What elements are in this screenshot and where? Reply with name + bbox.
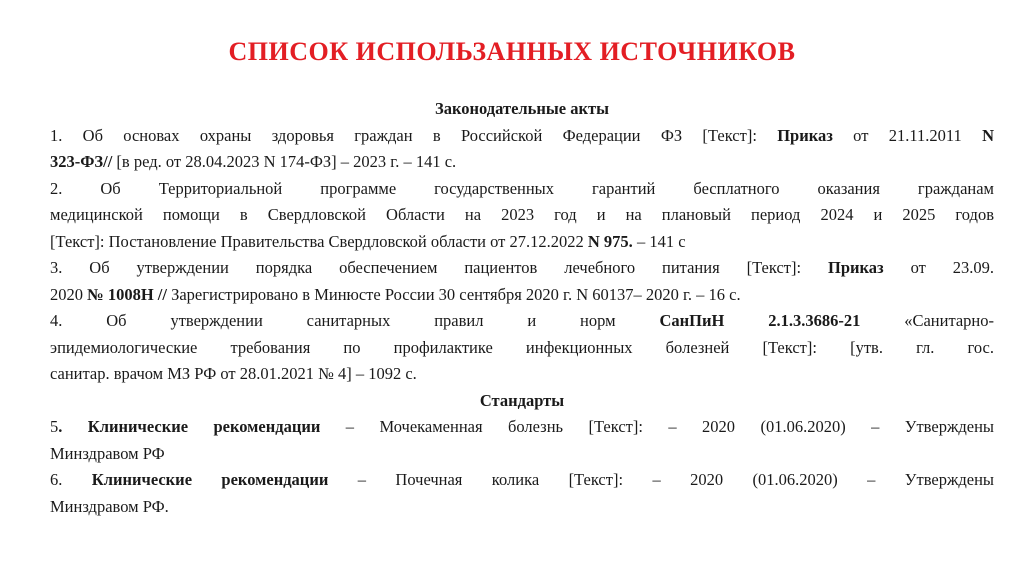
reference-line [50, 123, 994, 150]
text-run: – Почечная колика [Текст]: – 2020 (01.06.2020) – Утверждены [328, 470, 995, 489]
reference-entry [50, 308, 994, 388]
reference-line [50, 255, 994, 282]
bold-text: . Клинические рекомендации [58, 417, 321, 436]
text-run: 6. [50, 470, 92, 489]
text-run: Зарегистрировано в Минюсте России 30 сентября 2020 г. N 60137– 2020 г. – 16 с. [166, 284, 741, 304]
text-run: [Текст]: Постановление Правительства Свердловской области от 27.12.2022 [50, 231, 588, 251]
text-run: от 23.09. [883, 258, 994, 277]
text-run: 2020 [50, 284, 88, 304]
bold-text: N 975. [587, 231, 633, 251]
bold-text: № 1008Н // [87, 284, 167, 304]
text-run: – Мочекаменная болезнь [Текст]: – 2020 (01.06.2020) – Утверждены [320, 417, 994, 436]
text-run: «Санитарно- [860, 311, 995, 330]
text-run: от 21.11.2011 [832, 125, 983, 145]
bold-text: Клинические рекомендации [91, 470, 329, 489]
reference-line [50, 361, 994, 388]
bold-text: Приказ [777, 125, 833, 145]
reference-line [50, 229, 994, 256]
text-run: медицинской помощи в Свердловской Области на 2023 год и на плановый период 2024 и 2025 годов [50, 205, 994, 224]
text-run: 5 [50, 417, 59, 436]
references-body [50, 96, 994, 520]
text-run: – 141 с [632, 231, 686, 251]
bold-text: Приказ [828, 258, 884, 277]
text-run: 3. Об утверждении порядка обеспечением пациентов лечебного питания [Текст]: [50, 258, 828, 277]
reference-entry [50, 176, 994, 256]
text-run: [в ред. от 28.04.2023 N 174-ФЗ] – 2023 г. – 141 с. [112, 152, 457, 171]
text-run: эпидемиологические требования по профилактике инфекционных болезней [Текст]: [утв. гл. гос. [50, 337, 994, 357]
reference-line [50, 335, 994, 362]
reference-line [50, 176, 994, 203]
reference-entry [50, 123, 994, 176]
text-run: 2. Об Территориальной программе государственных гарантий бесплатного оказания гражданам [50, 178, 994, 198]
text-run: санитар. врачом МЗ РФ от 28.01.2021 № 4] – 1092 с. [50, 364, 417, 383]
reference-entry [50, 255, 994, 308]
reference-line [50, 308, 994, 335]
reference-line [50, 414, 994, 441]
reference-entry [50, 467, 994, 520]
reference-line [50, 441, 994, 468]
text-run: 1. Об основах охраны здоровья граждан в Российской Федерации ФЗ [Текст]: [50, 125, 778, 145]
bold-text: N [982, 125, 994, 145]
laws-list [50, 123, 994, 388]
text-run: Минздравом РФ [50, 443, 165, 463]
text-run: Минздравом РФ. [50, 496, 169, 516]
bold-text: СанПиН 2.1.3.3686-21 [659, 311, 861, 330]
reference-line [50, 149, 994, 176]
section-heading-laws: Законодательные акты [435, 99, 609, 118]
text-run: 4. Об утверждении санитарных правил и норм [50, 311, 660, 330]
section-heading-standards: Стандарты [479, 390, 565, 410]
reference-line [50, 202, 994, 229]
standards-list [50, 414, 994, 520]
reference-line [50, 467, 994, 494]
reference-line [50, 282, 994, 309]
reference-entry [50, 414, 994, 467]
reference-line [50, 494, 994, 521]
bold-text: 323-ФЗ// [50, 152, 113, 171]
page-title: СПИСОК ИСПОЛЬЗАННЫХ ИСТОЧНИКОВ [228, 37, 796, 66]
